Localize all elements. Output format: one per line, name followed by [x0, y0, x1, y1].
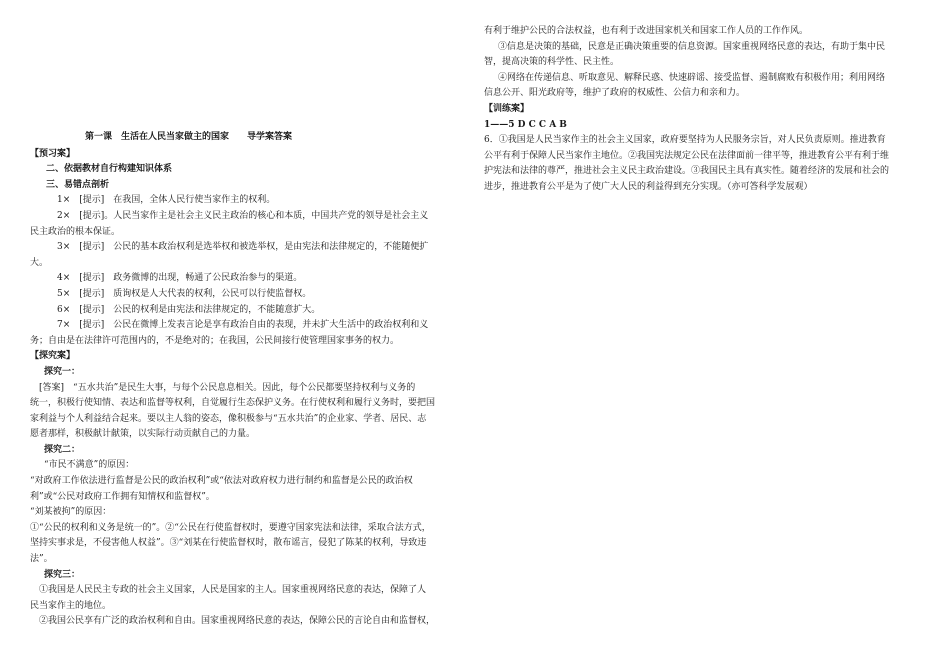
explore-3-cont-line: ③信息是决策的基础，民意是正确决策重要的信息资源。国家重视网络民意的表达，有助于集中民 [498, 41, 886, 52]
explore-3-title: 探究三： [44, 569, 81, 580]
error-item-2-cont: 民主政治的根本保证。 [30, 226, 121, 237]
error-item-6: 6× [提示] 公民的权利是由宪法和法律规定的，不能随意扩大。 [57, 304, 321, 315]
explore-header: 【探究案】 [30, 351, 76, 362]
explore-1-line: 家利益与个人利益结合起来。要以主人翁的姿态，像积极参与“五水共治”的企业家、学者、居民、志 [30, 413, 427, 424]
right-column [484, 24, 924, 196]
error-item-5: 5× [提示] 质询权是人大代表的权利，公民可以行使监督权。 [57, 288, 312, 299]
document-title: 第一课 生活在人民当家做主的国家 导学案答案 [85, 132, 293, 142]
explore-1-title: 探究一： [44, 366, 81, 377]
question-6-line: 护宪法和法律的尊严，推进社会主义民主政治建设。③我国民主具有真实性。随着经济的发展和社会的 [484, 166, 890, 177]
explore-2-line: “市民不满意”的原因： [44, 460, 135, 471]
section-error-analysis: 三、易错点剖析 [46, 179, 110, 190]
explore-2-line: “对政府工作依法进行监督是公民的政治权利”或“依法对政府权力进行制约和监督是公民的政治权 [30, 476, 413, 487]
question-6-line: 进步，推进教育公平是为了使广大人民的利益得到充分实现。（亦可答科学发展观） [484, 181, 813, 192]
section-knowledge-system: 二、依据教材自行构建知识体系 [46, 164, 173, 175]
explore-3-line: ②我国公民享有广泛的政治权利和自由。国家重视网络民意的表达，保障公民的言论自由和监督权， [39, 616, 436, 627]
left-column [30, 130, 467, 630]
error-item-7-cont: 务；自由是在法律许可范围内的，不是绝对的；在我国，公民间接行使管理国家事务的权力。 [30, 335, 400, 346]
explore-3-cont-line: ④网络在传递信息、听取意见、解释民惑、快速辟谣、接受监督、遏制腐败有积极作用；利用网络 [498, 72, 886, 83]
explore-2-line: 法”。 [30, 554, 53, 565]
explore-3-cont-line: 有利于维护公民的合法权益，也有利于改进国家机关和国家工作人员的工作作风。 [484, 26, 809, 36]
explore-2-line: 坚持实事求是，不侵害他人权益”。③“刘某在行使监督权时，散布谣言，侵犯了陈某的权利，导致违 [30, 538, 427, 549]
explore-2-line: 利”或“公民对政府工作拥有知情权和监督权”。 [30, 491, 215, 502]
explore-2-line: “刘某被拘”的原因： [30, 507, 112, 518]
explore-2-line: ①“公民的权利和义务是统一的”。②“公民在行使监督权时，要遵守国家宪法和法律，采取合法方式， [30, 522, 431, 533]
training-header: 【训练案】 [484, 103, 530, 114]
explore-1-line: 愿者那样，积极献计献策，以实际行动贡献自己的力量。 [30, 429, 256, 440]
question-6-line: 公平有利于保障人民当家作主地位。②我国宪法规定公民在法律面前一律平等，推进教育公平有利于维 [484, 150, 890, 161]
explore-3-cont-line: 信息公开、阳光政府等，维护了政府的权威性、公信力和亲和力。 [484, 88, 746, 99]
explore-3-line: ①我国是人民民主专政的社会主义国家，人民是国家的主人。国家重视网络民意的表达，保障了人 [39, 585, 427, 596]
explore-3-line: 民当家作主的地位。 [30, 600, 112, 611]
explore-1-line: [答案] “五水共治”是民生大事，与每个公民息息相关。因此，每个公民都要坚持权利与义务的 [39, 382, 416, 393]
error-item-1: 1× [提示] 在我国，全体人民行使当家作主的权利。 [57, 195, 276, 206]
multiple-choice-answers: 1——5 D C C A B [484, 119, 567, 130]
error-item-7: 7× [提示] 公民在微博上发表言论是享有政治自由的表现，并未扩大生活中的政治权利和义 [57, 320, 429, 331]
preview-header: 【预习案】 [30, 148, 76, 159]
error-item-3-cont: 大。 [30, 257, 49, 268]
explore-3-cont-line: 智，提高决策的科学性、民主性。 [484, 57, 620, 68]
error-item-4: 4× [提示] 政务微博的出现，畅通了公民政治参与的渠道。 [57, 273, 303, 284]
question-6-line: 6．①我国是人民当家作主的社会主义国家，政府要坚持为人民服务宗旨，对人民负责原则。推进教育 [484, 135, 886, 146]
error-item-2: 2× [提示]。人民当家作主是社会主义民主政治的核心和本质，中国共产党的领导是社会主义 [57, 210, 429, 221]
explore-1-line: 统一，积极行使知情、表达和监督等权利，自觉履行生态保护义务。在行使权利和履行义务时，要把国 [30, 398, 436, 409]
error-item-3: 3× [提示] 公民的基本政治权利是选举权和被选举权，是由宪法和法律规定的，不能随便扩 [57, 242, 429, 253]
explore-2-title: 探究二： [44, 444, 81, 455]
